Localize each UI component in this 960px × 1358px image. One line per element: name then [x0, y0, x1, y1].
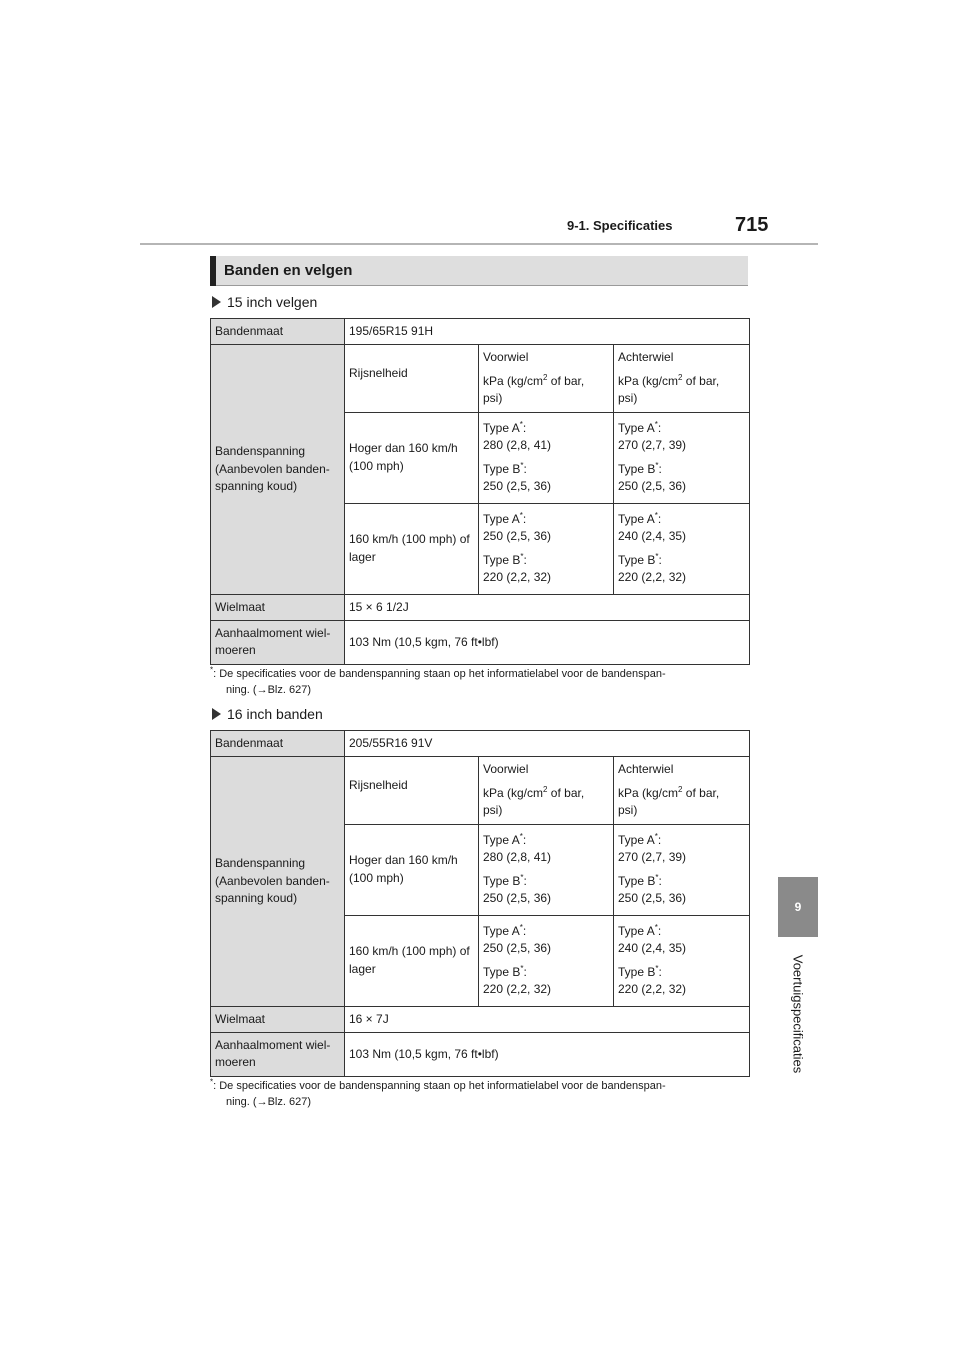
pressure-label-line: spanning koud): [215, 891, 298, 906]
tire-size-value: 195/65R15 91H: [345, 319, 750, 345]
triangle-bullet-icon: [212, 296, 221, 308]
wheel-size-label: Wielmaat: [211, 594, 345, 620]
chapter-label: Voertuigspecificaties: [790, 954, 806, 1074]
spec-table-15-inch: [210, 318, 750, 665]
front-title: Voorwiel: [483, 350, 529, 365]
rear-title: Achterwiel: [618, 350, 674, 365]
speed-cell: 160 km/h (100 mph) of lager: [345, 915, 479, 1006]
triangle-bullet-icon: [212, 708, 221, 720]
pressure-label-line: spanning koud): [215, 479, 298, 494]
footnote-text: : De specificaties voor de bandenspanning staan op het informatielabel voor de bandenspan-: [213, 668, 666, 680]
torque-label: Aanhaalmoment wiel- moeren: [211, 1032, 345, 1076]
table-row: [211, 594, 750, 620]
section-title-box: [210, 256, 748, 286]
rear-header: [614, 757, 750, 824]
speed-cell: 160 km/h (100 mph) of lager: [345, 503, 479, 594]
front-unit-cont: psi): [483, 391, 503, 406]
section-title-bar: [210, 256, 216, 286]
front-unit-cont: psi): [483, 803, 503, 818]
table-row: [211, 1032, 750, 1076]
rear-unit-cont: psi): [618, 803, 638, 818]
spec-table-16-inch: [210, 730, 750, 1077]
footnote-ref: ning. (→Blz. 627): [226, 1095, 311, 1108]
tire-size-label: Bandenmaat: [211, 319, 345, 345]
table-row: [211, 319, 750, 345]
wheel-size-value: 15 × 6 1/2J: [345, 594, 750, 620]
speed-cell: Hoger dan 160 km/h (100 mph): [345, 412, 479, 503]
chapter-number: 9: [794, 900, 802, 914]
section-header: 9-1. Specificaties: [567, 218, 673, 233]
wheel-size-value: 16 × 7J: [345, 1006, 750, 1032]
section-title: Banden en velgen: [224, 262, 353, 279]
subheading-text: 15 inch velgen: [227, 294, 318, 310]
pressure-label: [211, 757, 345, 1006]
speed-header: Rijsnelheid: [345, 757, 479, 824]
front-pressure-cell: Type A*: 250 (2,5, 36) Type B*: 220 (2,2, 32): [479, 503, 614, 594]
front-title: Voorwiel: [483, 762, 529, 777]
rear-title: Achterwiel: [618, 762, 674, 777]
pressure-label-line: Bandenspanning: [215, 444, 306, 459]
speed-cell: Hoger dan 160 km/h (100 mph): [345, 824, 479, 915]
rear-pressure-cell: Type A*: 240 (2,4, 35) Type B*: 220 (2,2, 32): [614, 503, 750, 594]
footnote: *: De specificaties voor de bandenspanning staan op het informatielabel voor de bandenspan- ning. (→Blz. 627): [210, 667, 750, 699]
table-row: [211, 620, 750, 664]
front-pressure-cell: Type A*: 250 (2,5, 36) Type B*: 220 (2,2, 32): [479, 915, 614, 1006]
table-row: [211, 731, 750, 757]
tire-size-value: 205/55R16 91V: [345, 731, 750, 757]
chapter-side-label: [780, 944, 816, 1084]
front-header: [479, 757, 614, 824]
page-number: 715: [735, 214, 769, 236]
pressure-label-line: Bandenspanning: [215, 856, 306, 871]
table-row: [211, 1006, 750, 1032]
footnote-ref: ning. (→Blz. 627): [226, 683, 311, 696]
subheading-text: 16 inch banden: [227, 706, 323, 722]
pressure-label-line: (Aanbevolen banden-: [215, 461, 330, 476]
rear-pressure-cell: Type A*: 240 (2,4, 35) Type B*: 220 (2,2, 32): [614, 915, 750, 1006]
header-divider: [140, 243, 818, 245]
rear-pressure-cell: Type A*: 270 (2,7, 39) Type B*: 250 (2,5, 36): [614, 412, 750, 503]
rear-unit-cont: psi): [618, 391, 638, 406]
front-header: [479, 345, 614, 412]
torque-value: 103 Nm (10,5 kgm, 76 ft•lbf): [345, 1032, 750, 1076]
chapter-tab: [778, 877, 818, 937]
table-row: [211, 345, 750, 412]
front-pressure-cell: Type A*: 280 (2,8, 41) Type B*: 250 (2,5, 36): [479, 824, 614, 915]
rear-unit: kPa ($kg/cm^2$ of bar,: [618, 784, 720, 800]
wheel-size-label: Wielmaat: [211, 1006, 345, 1032]
pressure-label: [211, 345, 345, 594]
front-unit: kPa ($kg/cm^2$ of bar,: [483, 372, 585, 388]
subheading-15-inch: [212, 294, 317, 310]
footnote: *: De specificaties voor de bandenspanning staan op het informatielabel voor de bandenspan- ning. (→Blz. 627): [210, 1079, 750, 1111]
rear-header: [614, 345, 750, 412]
torque-value: 103 Nm (10,5 kgm, 76 ft•lbf): [345, 620, 750, 664]
pressure-label-line: (Aanbevolen banden-: [215, 873, 330, 888]
table-row: [211, 757, 750, 824]
footnote-text: : De specificaties voor de bandenspanning staan op het informatielabel voor de bandenspan-: [213, 1080, 666, 1092]
rear-unit: kPa ($kg/cm^2$ of bar,: [618, 372, 720, 388]
torque-label: Aanhaalmoment wiel- moeren: [211, 620, 345, 664]
subheading-16-inch: [212, 706, 323, 722]
tire-size-label: Bandenmaat: [211, 731, 345, 757]
speed-header: Rijsnelheid: [345, 345, 479, 412]
front-pressure-cell: Type A*: 280 (2,8, 41) Type B*: 250 (2,5, 36): [479, 412, 614, 503]
front-unit: kPa ($kg/cm^2$ of bar,: [483, 784, 585, 800]
rear-pressure-cell: Type A*: 270 (2,7, 39) Type B*: 250 (2,5, 36): [614, 824, 750, 915]
